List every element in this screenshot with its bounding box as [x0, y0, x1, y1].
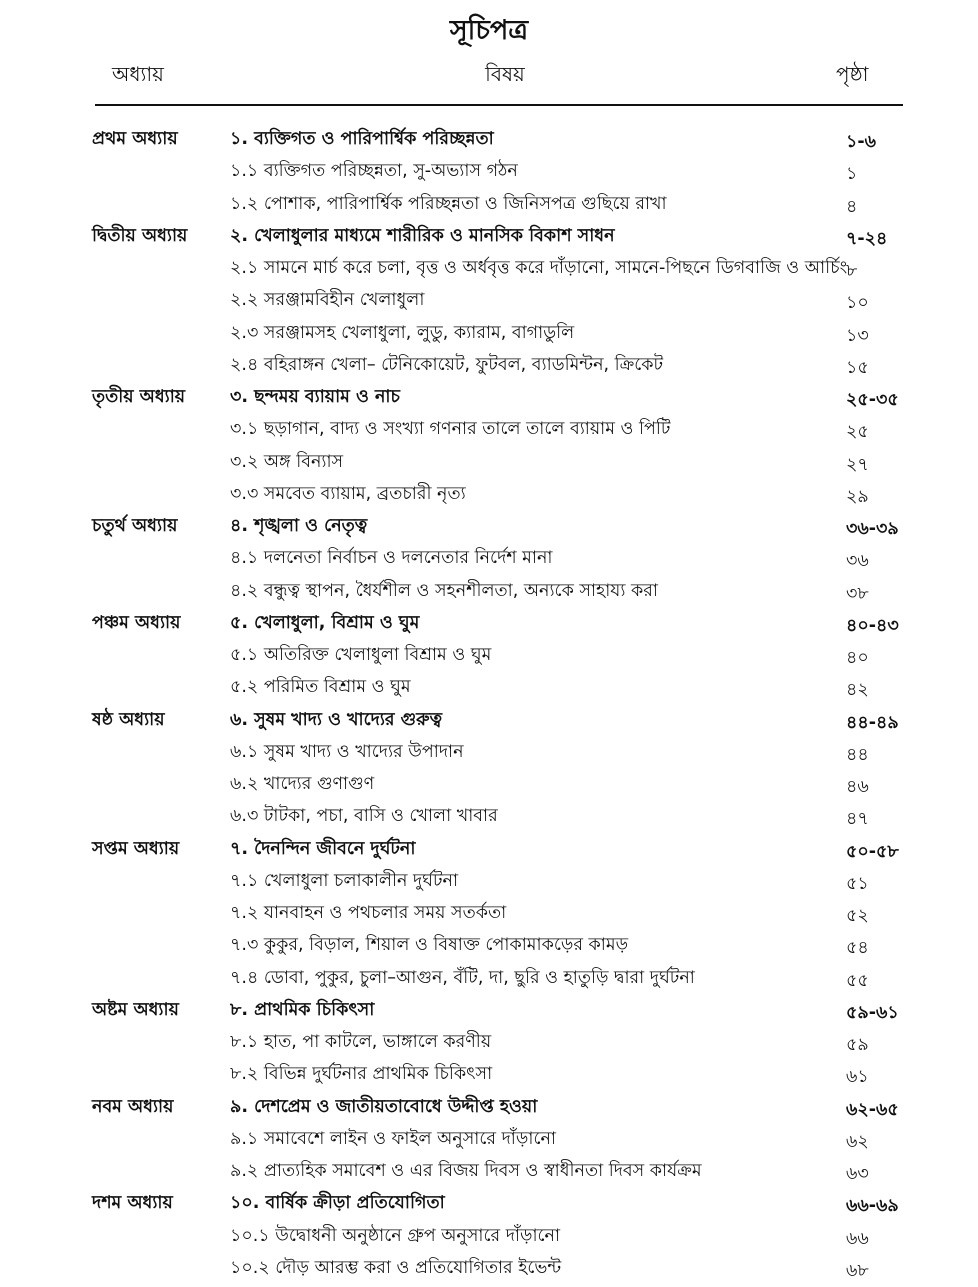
chapter-label: সপ্তম অধ্যায়	[92, 838, 180, 859]
chapter-title: ১. ব্যক্তিগত ও পারিপার্শ্বিক পরিচ্ছন্নতা	[230, 129, 494, 149]
section-row	[0, 799, 978, 831]
chapter-title: ২. খেলাধুলার মাধ্যমে শারীরিক ও মানসিক বিকাশ সাধন	[230, 225, 615, 246]
section-title: ৩.১ ছড়াগান, বাদ্য ও সংখ্যা গণনার তালে তালে ব্যায়াম ও পিটি	[230, 419, 671, 440]
section-row	[0, 283, 978, 315]
section-row	[0, 896, 978, 928]
section-title: ৪.২ বন্ধুত্ব স্থাপন, ধৈর্যশীল ও সহনশীলতা, অন্যকে সাহায্য করা	[230, 580, 658, 601]
section-row	[0, 1057, 978, 1089]
topic-column-header: বিষয়	[485, 62, 525, 86]
chapter-label: পঞ্চম অধ্যায়	[92, 612, 181, 633]
section-title: ৫.২ পরিমিত বিশ্রাম ও ঘুম	[230, 677, 411, 698]
chapter-label: তৃতীয় অধ্যায়	[92, 387, 186, 407]
chapter-row	[0, 832, 978, 864]
section-row	[0, 864, 978, 896]
chapter-row	[0, 122, 978, 154]
section-title: ৭.৪ ডোবা, পুকুর, চুলা–আগুন, বঁটি, দা, ছুরি ও হাতুড়ি দ্বারা দুর্ঘটনা	[230, 967, 695, 988]
section-row	[0, 928, 978, 960]
section-title: ৭.১ খেলাধুলা চলাকালীন দুর্ঘটনা	[230, 870, 459, 891]
section-title: ৩.২ অঙ্গ বিন্যাস	[230, 451, 344, 472]
page-number: ৬৬-৬৯	[846, 1196, 899, 1217]
section-title: ৯.১ সমাবেশে লাইন ও ফাইল অনুসারে দাঁড়ানো	[230, 1128, 556, 1149]
section-title: ৩.৩ সমবেত ব্যায়াম, ব্রতচারী নৃত্য	[230, 483, 466, 504]
section-title: ৬.৩ টাটকা, পচা, বাসি ও খোলা খাবার	[230, 806, 498, 827]
section-title: ৪.১ দলনেতা নির্বাচন ও দলনেতার নির্দেশ মানা	[230, 548, 553, 569]
page-number: ২৫-৩৫	[846, 390, 899, 410]
chapter-title: ৮. প্রাথমিক চিকিৎসা	[230, 999, 375, 1020]
section-title: ৯.২ প্রাত্যহিক সমাবেশ ও এর বিজয় দিবস ও স্বাধীনতা দিবস কার্যক্রম	[230, 1161, 702, 1181]
chapter-row	[0, 606, 978, 638]
section-title: ২.৪ বহিরাঙ্গন খেলা– টেনিকোয়েট, ফুটবল, ব্যাডমিন্টন, ক্রিকেট	[230, 354, 664, 375]
table-of-contents	[0, 122, 978, 1283]
page-number: ১৩	[846, 325, 869, 346]
page-number: ৪৪	[846, 744, 869, 765]
chapter-row	[0, 703, 978, 735]
page-number: ৫১	[846, 873, 869, 894]
page-number: ২৯	[846, 486, 869, 507]
chapter-row	[0, 1186, 978, 1218]
chapter-label: অষ্টম অধ্যায়	[92, 999, 179, 1020]
section-row	[0, 1219, 978, 1251]
section-title: ৭.৩ কুকুর, বিড়াল, শিয়াল ও বিষাক্ত পোকামাকড়ের কামড়	[230, 935, 629, 956]
section-row	[0, 1025, 978, 1057]
chapter-title: ১০. বার্ষিক ক্রীড়া প্রতিযোগিতা	[230, 1193, 445, 1214]
section-title: ৮.১ হাত, পা কাটলে, ভাঙ্গালে করণীয়	[230, 1032, 492, 1052]
page-number: ৫০-৫৮	[846, 841, 899, 862]
section-row	[0, 316, 978, 348]
chapter-column-header: অধ্যায়	[112, 62, 164, 86]
section-row	[0, 412, 978, 444]
section-title: ১০.২ দৌড় আরম্ভ করা ও প্রতিযোগিতার ইভেন্ট	[230, 1257, 562, 1278]
header-divider	[95, 104, 903, 106]
page-number: ৪০-৪৩	[846, 615, 899, 636]
section-row	[0, 445, 978, 477]
section-row	[0, 670, 978, 702]
page-number: ৬৬	[846, 1228, 869, 1249]
page-number: ৭-২৪	[846, 228, 888, 249]
page-number: ৪৭	[846, 809, 869, 830]
section-row	[0, 477, 978, 509]
section-row	[0, 574, 978, 606]
page-number: ৫৫	[846, 970, 869, 991]
chapter-label: প্রথম অধ্যায়	[92, 129, 178, 149]
page-number: ৩৬-৩৯	[846, 519, 899, 539]
page-number: ১	[846, 164, 858, 185]
section-row	[0, 154, 978, 186]
page-number: ২৭	[846, 454, 869, 475]
section-row	[0, 1251, 978, 1283]
section-row	[0, 251, 978, 283]
chapter-title: ৪. শৃঙ্খলা ও নেতৃত্ব	[230, 516, 368, 536]
chapter-title: ৫. খেলাধুলা, বিশ্রাম ও ঘুম	[230, 612, 420, 633]
section-row	[0, 1122, 978, 1154]
page-number: ৬৩	[846, 1164, 869, 1184]
page-number: ৫২	[846, 906, 869, 926]
section-title: ২.৩ সরঞ্জামসহ খেলাধুলা, লুডু, ক্যারাম, বাগাডুলি	[230, 322, 575, 343]
page-number: ৬১	[846, 1067, 869, 1088]
chapter-label: নবম অধ্যায়	[92, 1096, 174, 1117]
section-title: ১.২ পোশাক, পারিপার্শ্বিক পরিচ্ছন্নতা ও জিনিসপত্র গুছিয়ে রাখা	[230, 193, 667, 214]
chapter-label: চতুর্থ অধ্যায়	[92, 516, 178, 536]
section-title: ৮.২ বিভিন্ন দুর্ঘটনার প্রাথমিক চিকিৎসা	[230, 1064, 493, 1085]
section-title: ২.১ সামনে মার্চ করে চলা, বৃত্ত ও অর্ধবৃত্ত করে দাঁড়ানো, সামনে-পিছনে ডিগবাজি ও আর্চিং	[230, 258, 848, 278]
page-number: ২৫	[846, 422, 869, 443]
section-row	[0, 1154, 978, 1186]
page-number: ৩৬	[846, 551, 869, 572]
section-title: ২.২ সরঞ্জামবিহীন খেলাধুলা	[230, 290, 425, 311]
page-number: ৫৯-৬১	[846, 1002, 899, 1023]
page-title: সূচিপত্র	[449, 15, 529, 46]
chapter-row	[0, 509, 978, 541]
page-number: ১-৬	[846, 132, 876, 152]
page-number: ১০	[846, 293, 869, 314]
chapter-title: ৯. দেশপ্রেম ও জাতীয়তাবোধে উদ্দীপ্ত হওয়া	[230, 1096, 538, 1117]
section-title: ১.১ ব্যক্তিগত পরিচ্ছন্নতা, সু-অভ্যাস গঠন	[230, 161, 518, 182]
page-number: ৮	[846, 261, 858, 281]
chapter-row	[0, 219, 978, 251]
section-title: ১০.১ উদ্বোধনী অনুষ্ঠানে গ্রুপ অনুসারে দাঁড়ানো	[230, 1225, 561, 1246]
page-number: ৫৯	[846, 1035, 869, 1055]
section-row	[0, 735, 978, 767]
section-row	[0, 348, 978, 380]
page-number: ৪৬	[846, 777, 869, 797]
section-row	[0, 541, 978, 573]
page-number: ৪	[846, 196, 858, 217]
section-title: ৬.২ খাদ্যের গুণাগুণ	[230, 774, 375, 794]
chapter-row	[0, 993, 978, 1025]
page-number: ৬৮	[846, 1260, 869, 1281]
chapter-title: ৭. দৈনন্দিন জীবনে দুর্ঘটনা	[230, 838, 416, 859]
chapter-title: ৩. ছন্দময় ব্যায়াম ও নাচ	[230, 387, 400, 407]
chapter-label: দশম অধ্যায়	[92, 1193, 173, 1214]
section-row	[0, 638, 978, 670]
section-row	[0, 767, 978, 799]
page-number: ৬২	[846, 1131, 869, 1152]
chapter-row	[0, 380, 978, 412]
page-column-header: পৃষ্ঠা	[836, 62, 869, 86]
chapter-title: ৬. সুষম খাদ্য ও খাদ্যের গুরুত্ব	[230, 709, 443, 730]
chapter-label: দ্বিতীয় অধ্যায়	[92, 225, 188, 246]
page-number: ৪০	[846, 648, 869, 668]
chapter-row	[0, 1090, 978, 1122]
page-number: ৪২	[846, 680, 869, 701]
page-number: ১৫	[846, 357, 869, 378]
section-title: ৬.১ সুষম খাদ্য ও খাদ্যের উপাদান	[230, 741, 464, 762]
section-title: ৭.২ যানবাহন ও পথচলার সময় সতর্কতা	[230, 903, 507, 923]
section-row	[0, 187, 978, 219]
page-number: ৫৪	[846, 938, 869, 959]
page-number: ৪৪-৪৯	[846, 712, 899, 733]
page-number: ৩৮	[846, 583, 869, 604]
section-row	[0, 961, 978, 993]
page-number: ৬২-৬৫	[846, 1099, 899, 1120]
section-title: ৫.১ অতিরিক্ত খেলাধুলা বিশ্রাম ও ঘুম	[230, 645, 492, 665]
chapter-label: ষষ্ঠ অধ্যায়	[92, 709, 165, 730]
